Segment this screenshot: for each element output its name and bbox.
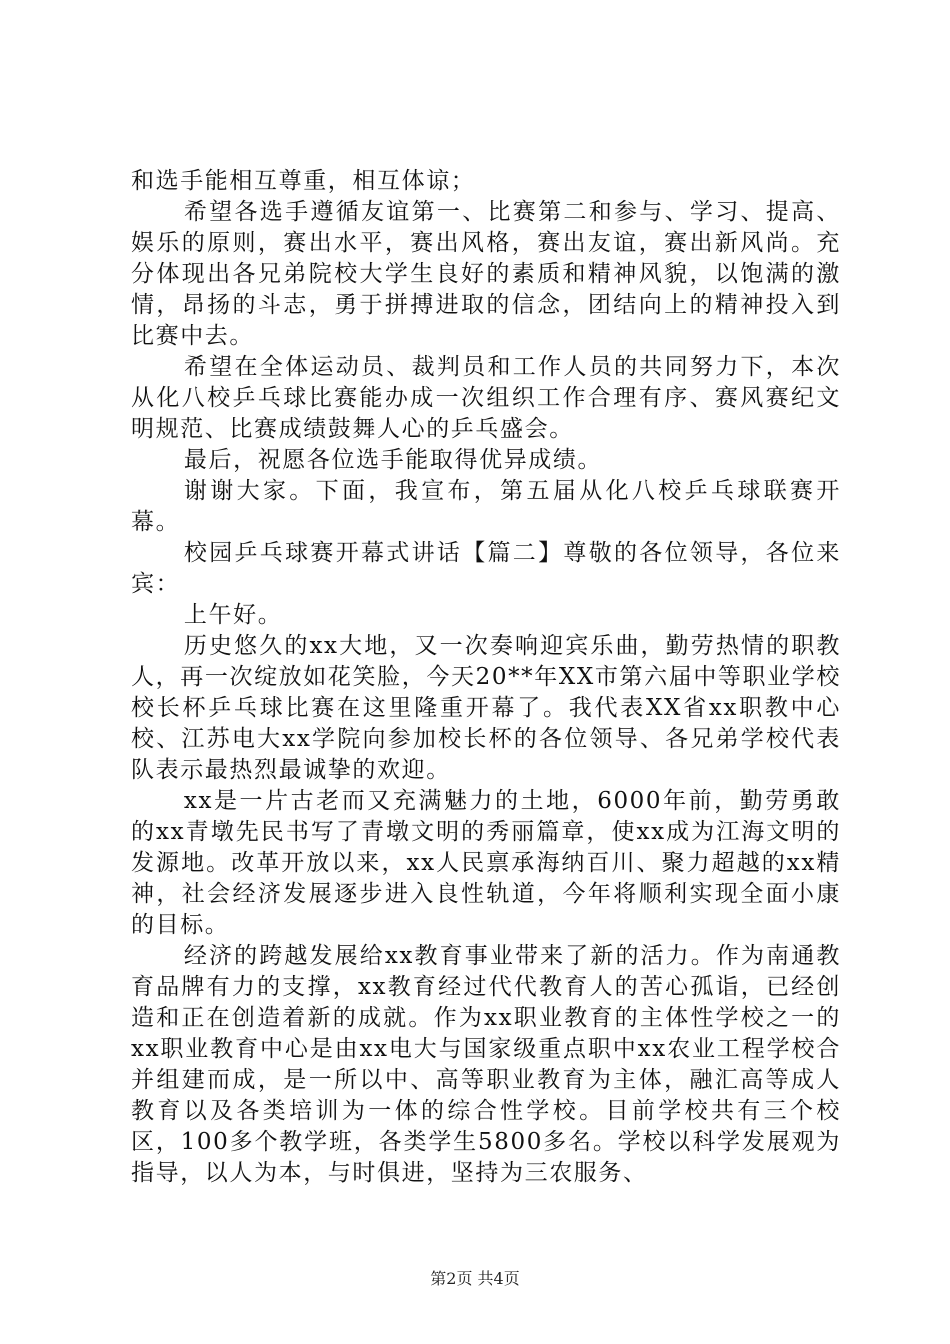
paragraph-local-history: xx是一片古老而又充满魅力的土地，6000年前，勤劳勇敢的xx青墩先民书写了青墩文明的秀丽篇章，使xx成为江海文明的发源地。改革开放以来，xx人民禀承海纳百川、聚力超越的xx精神，社会经济发展逐步进入良性轨道，今年将顺利实现全面小康的目标。 xyxy=(131,788,841,938)
paragraph-education-development: 经济的跨越发展给xx教育事业带来了新的活力。作为南通教育品牌有力的支撑，xx教育经过代代教育人的苦心孤诣，已经创造和正在创造着新的成就。作为xx职业教育的主体性学校之一的xx职业教育中心是由xx电大与国家级重点职中xx农业工程学校合并组建而成，是一所以中、高等职业教育为主体，融汇高等成人教育以及各类培训为一体的综合性学校。目前学校共有三个校区，100多个教学班，各类学生5800多名。学校以科学发展观为指导，以人为本，与时俱进，坚持为三农服务、 xyxy=(131,943,841,1186)
paragraph-greeting: 上午好。 xyxy=(183,602,283,628)
paragraph-wishes: 最后，祝愿各位选手能取得优异成绩。 xyxy=(183,447,603,473)
page-number-footer: 第2页 共4页 xyxy=(430,1269,520,1288)
paragraph-welcome: 历史悠久的xx大地，又一次奏响迎宾乐曲，勤劳热情的职教人，再一次绽放如花笑脸，今天20**年XX市第六届中等职业学校校长杯乒乓球比赛在这里隆重开幕了。我代表XX省xx职教中心校、江苏电大xx学院向参加校长杯的各位领导、各兄弟学校代表队表示最热烈最诚挚的欢迎。 xyxy=(131,633,841,783)
paragraph-hope-event: 希望在全体运动员、裁判员和工作人员的共同努力下，本次从化八校乒乓球比赛能办成一次组织工作合理有序、赛风赛纪文明规范、比赛成绩鼓舞人心的乒乓盛会。 xyxy=(131,354,841,442)
paragraph-hope-principles: 希望各选手遵循友谊第一、比赛第二和参与、学习、提高、娱乐的原则，赛出水平，赛出风格，赛出友谊，赛出新风尚。充分体现出各兄弟院校大学生良好的素质和精神风貌，以饱满的激情，昂扬的斗志，勇于拼搏进取的信念，团结向上的精神投入到比赛中去。 xyxy=(131,199,841,349)
paragraph-speech-two-heading: 校园乒乓球赛开幕式讲话【篇二】尊敬的各位领导，各位来宾： xyxy=(131,540,841,597)
paragraph-continuation: 和选手能相互尊重，相互体谅； xyxy=(131,168,476,194)
document-body xyxy=(131,166,841,1189)
paragraph-opening-declaration: 谢谢大家。下面，我宣布，第五届从化八校乒乓球联赛开幕。 xyxy=(131,478,841,535)
